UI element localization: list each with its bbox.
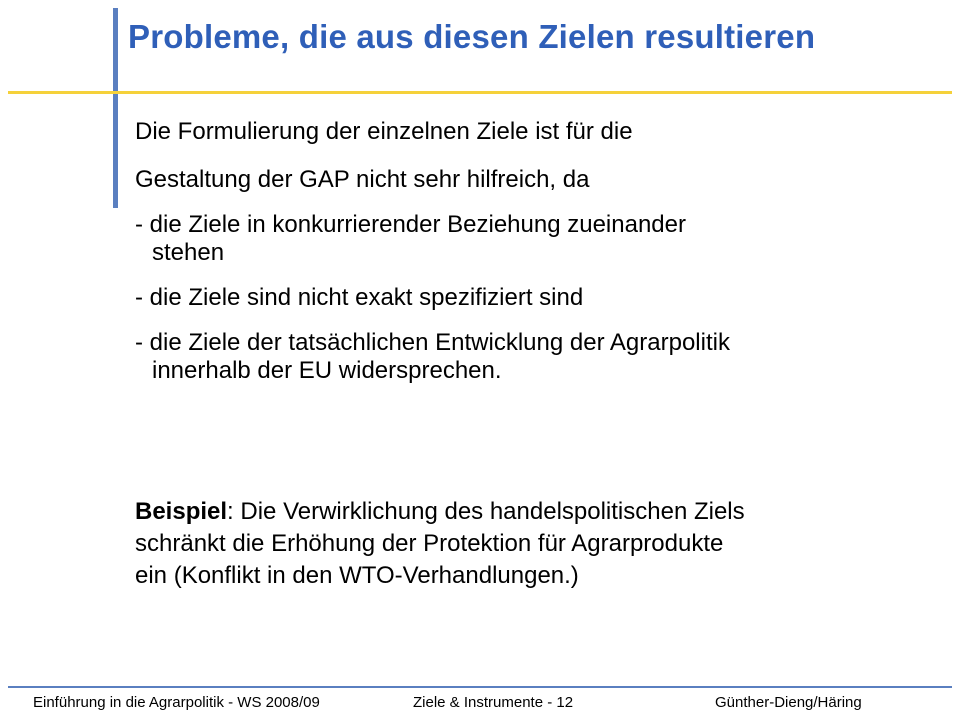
slide-body [135, 118, 945, 385]
intro-line-1: Die Formulierung der einzelnen Ziele ist für die [135, 118, 633, 145]
vertical-accent-bar [113, 8, 118, 208]
bullet-item-3 [135, 329, 945, 385]
slide-title: Probleme, die aus diesen Zielen resultieren [128, 18, 816, 55]
footer-course: Einführung in die Agrarpolitik - WS 2008/09 [33, 694, 320, 711]
example-text-1: : Die Verwirklichung des handelspolitischen Ziels [227, 498, 745, 525]
example-line-3: ein (Konflikt in den WTO-Verhandlungen.) [135, 562, 579, 589]
example-line-2: schränkt die Erhöhung der Protektion für Agrarprodukte [135, 530, 724, 557]
bullet-2-line-1: - die Ziele sind nicht exakt spezifiziert sind [135, 284, 584, 311]
footer-authors: Günther-Dieng/Häring [715, 694, 862, 711]
example-line-1 [135, 496, 955, 528]
example-label: Beispiel [135, 498, 228, 525]
bullet-item-1 [135, 211, 945, 267]
bullet-item-2 [135, 284, 945, 312]
bullet-1-line-1: - die Ziele in konkurrierender Beziehung zueinander [135, 211, 686, 238]
footer-slide-number: Ziele & Instrumente - 12 [413, 694, 574, 711]
bullet-3-line-1: - die Ziele der tatsächlichen Entwicklung der Agrarpolitik [135, 329, 730, 356]
intro-line-2: Gestaltung der GAP nicht sehr hilfreich, da [135, 166, 590, 193]
footer-divider [8, 686, 952, 688]
example-block [135, 496, 955, 592]
bullet-1-line-2: stehen [152, 239, 225, 266]
bullet-3-line-2: innerhalb der EU widersprechen. [152, 357, 502, 384]
title-underline-bar [8, 91, 952, 94]
